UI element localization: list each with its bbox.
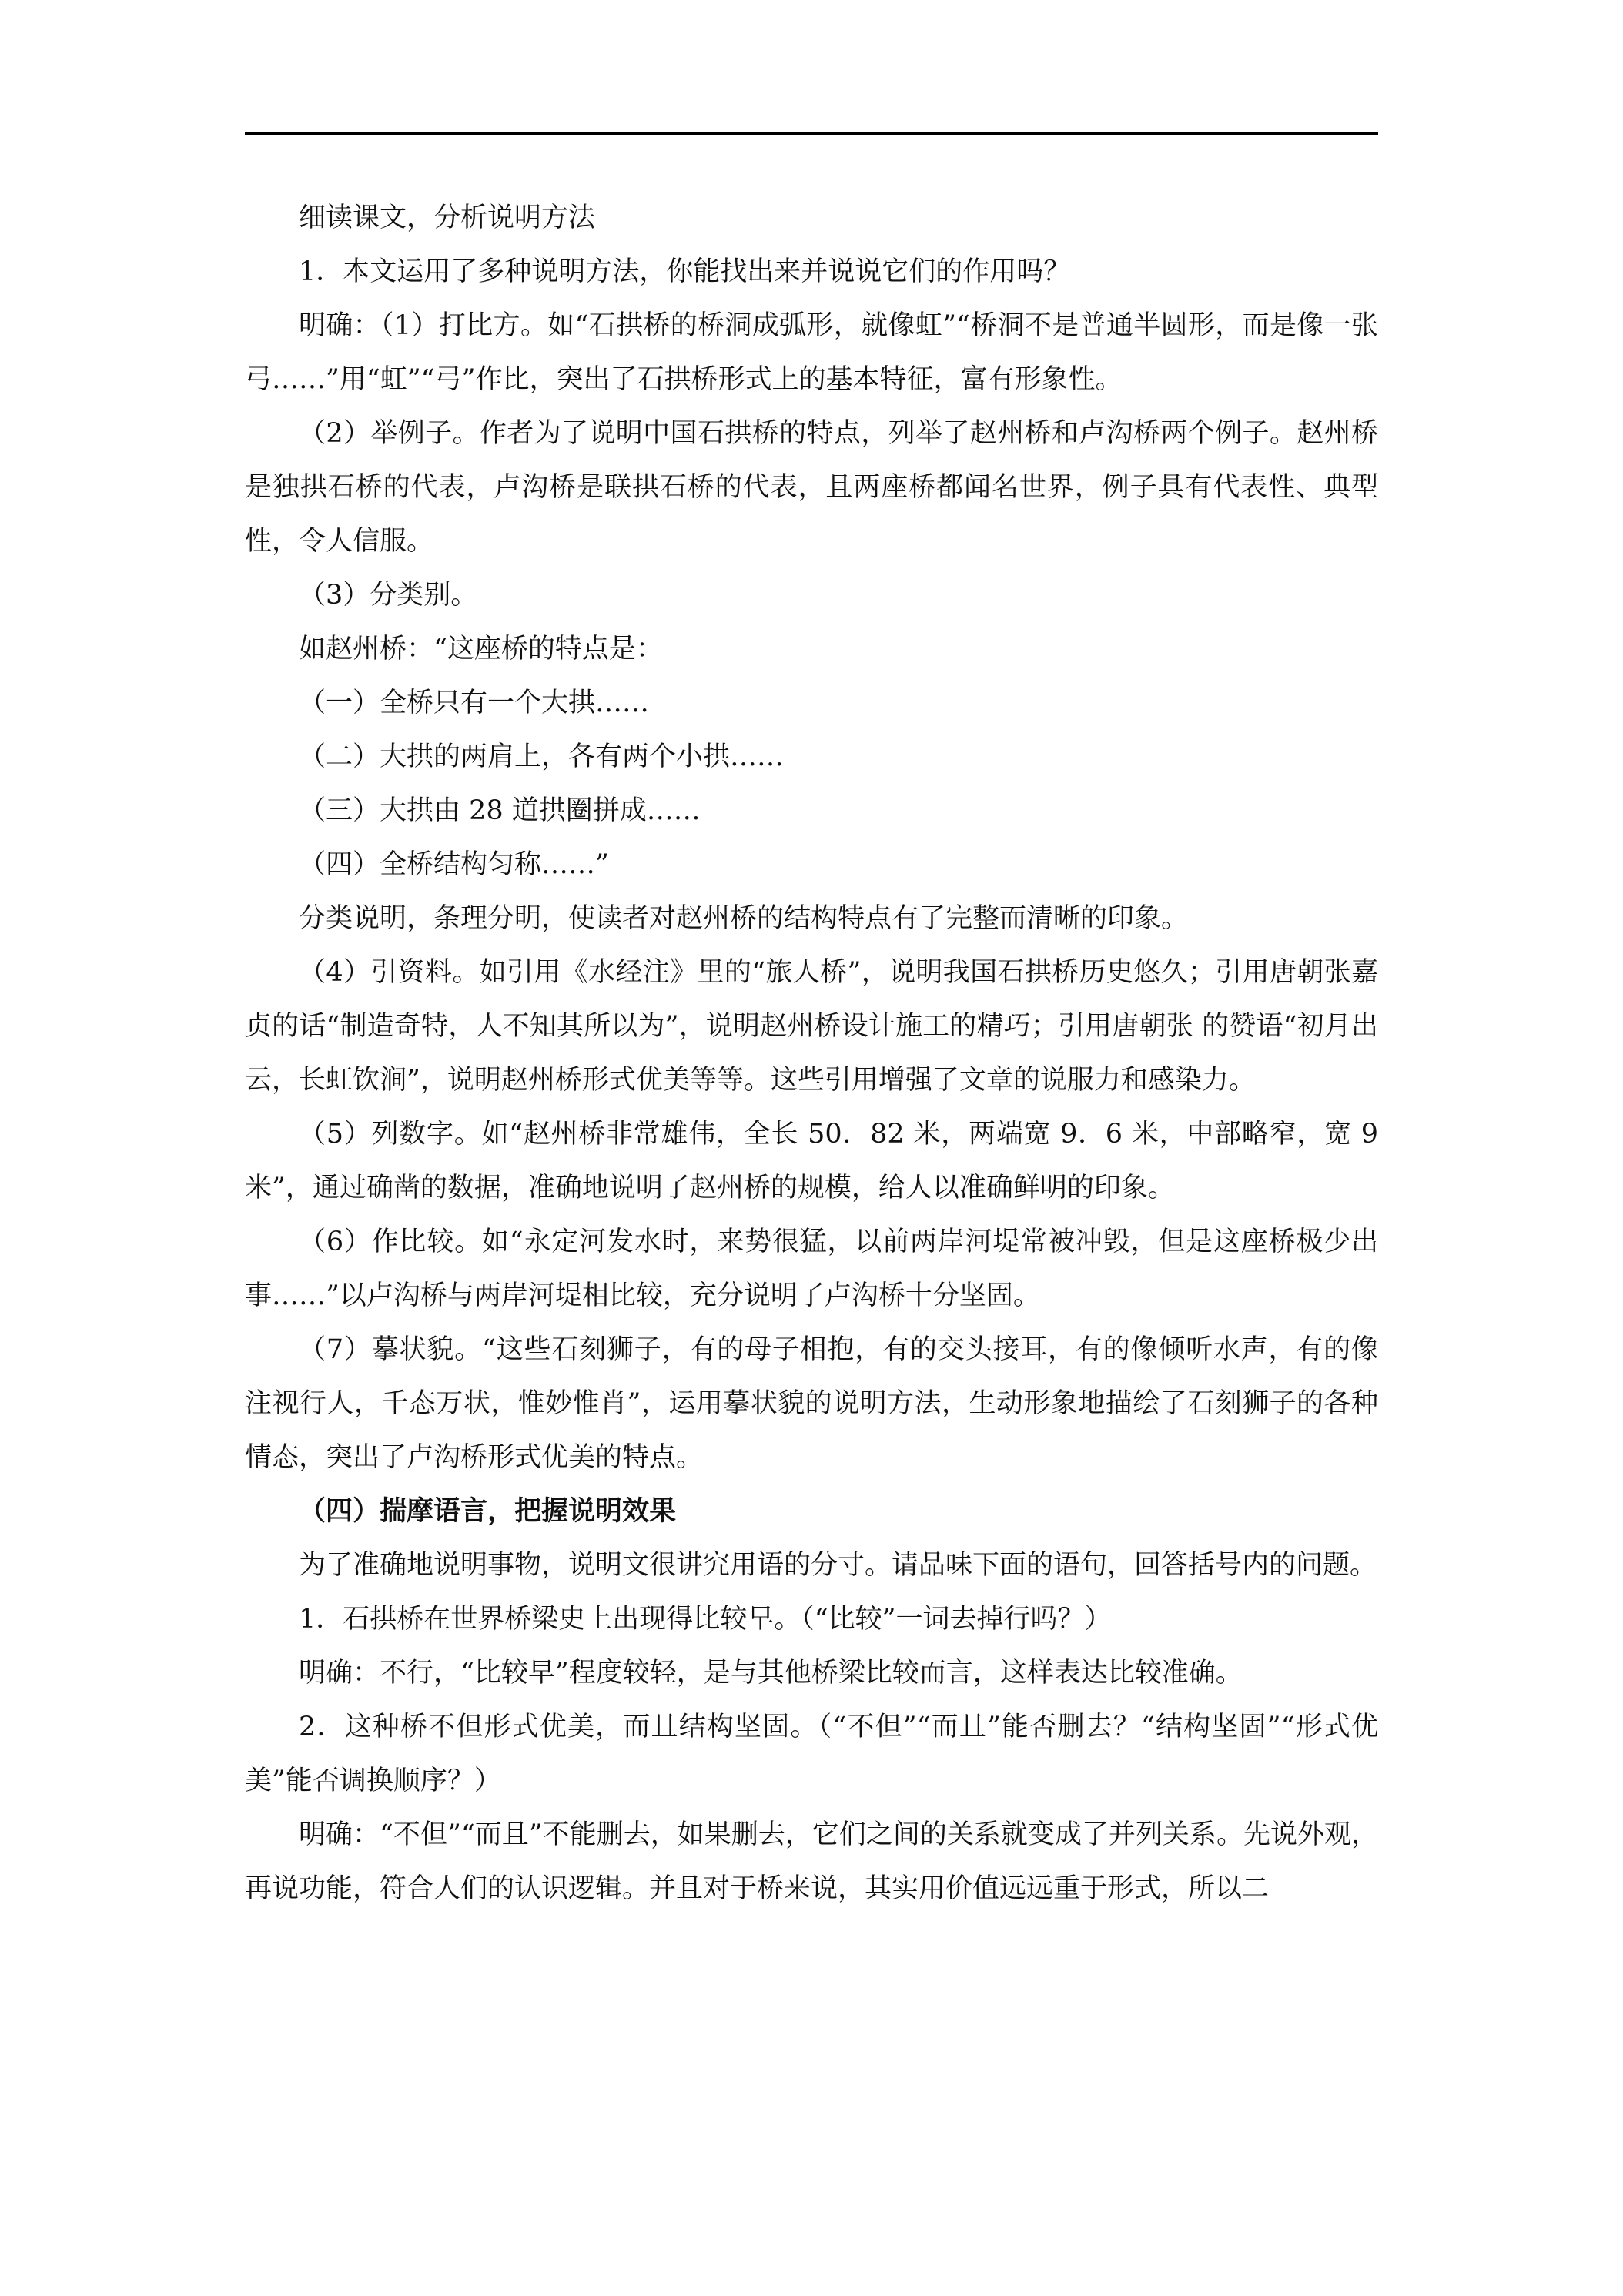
paragraph-answer-bijiao: 明确：不行，“比较早”程度较轻，是与其他桥梁比较而言，这样表达比较准确。 xyxy=(299,1658,1243,1689)
paragraph-numbers: （5）列数字。如“赵州桥非常雄伟，全长 50．82 米，两端宽 9．6 米，中部略窄，宽 9 米”，通过确凿的数据，准确地说明了赵州桥的规模，给人以准确鲜明的印象。 xyxy=(245,1119,1378,1203)
list-item-2: （二）大拱的两肩上，各有两个小拱…… xyxy=(299,741,785,772)
paragraph-answer-analogy: 明确：（1）打比方。如“石拱桥的桥洞成弧形，就像虹”“桥洞不是普通半圆形，而是像一张弓……”用“虹”“弓”作比，突出了石拱桥形式上的基本特征，富有形象性。 xyxy=(245,310,1378,395)
header-rule xyxy=(245,132,1378,135)
paragraph-answer-budan: 明确：“不但”“而且”不能删去，如果删去，它们之间的关系就变成了并列关系。先说外观，再说功能，符合人们的认识逻辑。并且对于桥来说，其实用价值远远重于形式，所以二 xyxy=(245,1819,1378,1904)
paragraph-classification: （3）分类别。 xyxy=(299,580,478,611)
list-item-1: （一）全桥只有一个大拱…… xyxy=(299,688,650,718)
document-body xyxy=(245,191,1378,1916)
paragraph-question-bijiao: 1．石拱桥在世界桥梁史上出现得比较早。（“比较”一词去掉行吗？） xyxy=(299,1604,1112,1635)
paragraph-question-budan: 2．这种桥不但形式优美，而且结构坚固。（“不但”“而且”能否删去？“结构坚固”“形式优美”能否调换顺序？） xyxy=(245,1712,1378,1796)
paragraph-question-1: 1．本文运用了多种说明方法，你能找出来并说说它们的作用吗？ xyxy=(299,256,1071,287)
section-heading-language: （四）揣摩语言，把握说明效果 xyxy=(299,1495,677,1527)
paragraph-zhaozhou-intro: 如赵州桥：“这座桥的特点是： xyxy=(299,634,663,664)
paragraph-heading-analyze-methods: 细读课文，分析说明方法 xyxy=(299,202,596,233)
paragraph-examples: （2）举例子。作者为了说明中国石拱桥的特点，列举了赵州桥和卢沟桥两个例子。赵州桥是独拱石桥的代表，卢沟桥是联拱石桥的代表，且两座桥都闻名世界，例子具有代表性、典型性，令人信服。 xyxy=(245,418,1378,557)
paragraph-classification-summary: 分类说明，条理分明，使读者对赵州桥的结构特点有了完整而清晰的印象。 xyxy=(299,903,1189,934)
list-item-3: （三）大拱由 28 道拱圈拼成…… xyxy=(299,795,701,826)
paragraph-citations: （4）引资料。如引用《水经注》里的“旅人桥”，说明我国石拱桥历史悠久；引用唐朝张嘉贞的话“制造奇特，人不知其所以为”，说明赵州桥设计施工的精巧；引用唐朝张 的赞语“初月出云，长虹饮涧”，说明赵州桥形式优美等等。这些引用增强了文章的说服力和感染力。 xyxy=(245,957,1378,1096)
paragraph-comparison: （6）作比较。如“永定河发水时，来势很猛，以前两岸河堤常被冲毁，但是这座桥极少出事……”以卢沟桥与两岸河堤相比较，充分说明了卢沟桥十分坚固。 xyxy=(245,1227,1378,1311)
paragraph-description: （7）摹状貌。“这些石刻狮子，有的母子相抱，有的交头接耳，有的像倾听水声，有的像注视行人，千态万状，惟妙惟肖”，运用摹状貌的说明方法，生动形象地描绘了石刻狮子的各种情态，突出了卢沟桥形式优美的特点。 xyxy=(245,1334,1378,1473)
list-item-4: （四）全桥结构匀称……” xyxy=(299,849,609,880)
paragraph-language-intro: 为了准确地说明事物，说明文很讲究用语的分寸。请品味下面的语句，回答括号内的问题。 xyxy=(299,1550,1377,1581)
